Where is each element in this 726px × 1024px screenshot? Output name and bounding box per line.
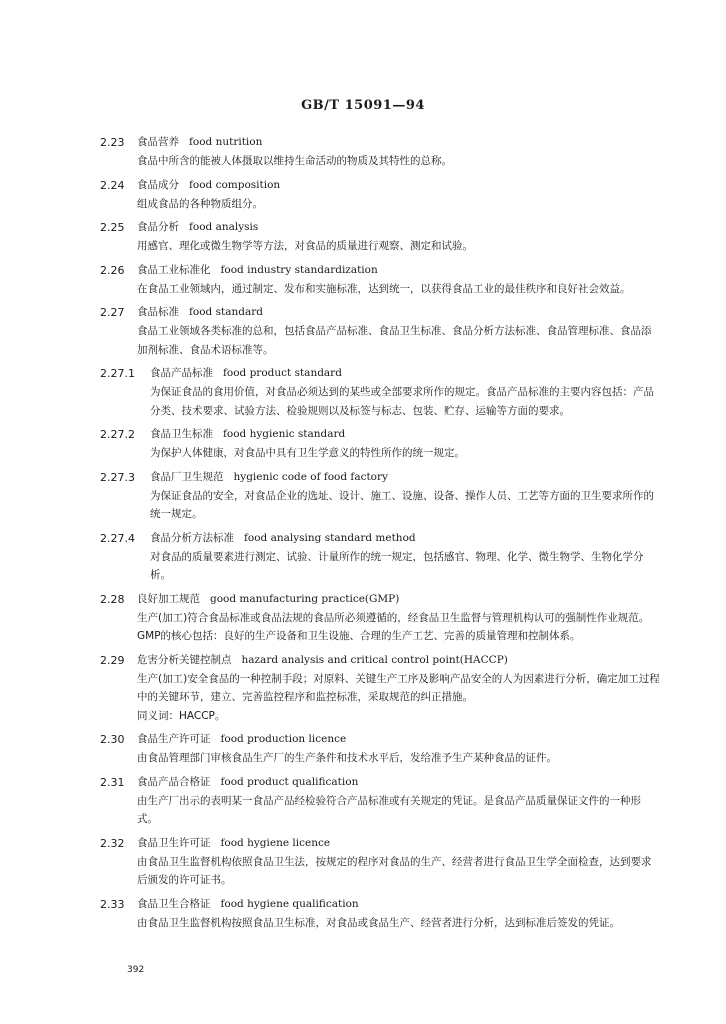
term-definition: 为保护人体健康，对食品中具有卫生学意义的特性所作的统一规定。: [150, 447, 465, 459]
term-zh: 食品工业标准化: [137, 263, 211, 276]
term-zh: 食品产品合格证: [137, 775, 211, 788]
term-en: food standard: [189, 306, 263, 318]
term-entry: [0, 261, 726, 299]
term-number: 2.27: [100, 306, 125, 319]
term-en: food composition: [189, 178, 281, 191]
term-title: [137, 651, 660, 670]
term-definition: 为保证食品的食用价值，对食品必须达到的某些或全部要求所作的规定。食品产品标准的主要内容包括：产品分类、技术要求、试验方法、检验规则以及标签与标志、包装、贮存、运输等方面的要求。: [150, 386, 654, 417]
term-entry: [0, 651, 726, 726]
term-zh: 食品分析: [137, 221, 179, 233]
term-zh: 食品厂卫生规范: [150, 470, 224, 483]
term-title: [137, 261, 660, 280]
term-en: hazard analysis and critical control point(HACCP): [241, 653, 508, 666]
term-entry: [0, 364, 726, 420]
term-definition: 由生产厂出示的表明某一食品产品经检验符合产品标准或有关规定的凭证。是食品产品质量保证文件的一种形式。: [137, 794, 641, 825]
term-definition: 食品中所含的能被人体摄取以维持生命活动的物质及其特性的总称。: [137, 155, 452, 167]
term-title: [137, 895, 660, 914]
term-definition: 由食品卫生监督机构依照食品卫生法，按规定的程序对食品的生产、经营者进行食品卫生学全面检查，达到要求后颁发的许可证书。: [137, 855, 652, 886]
term-number: 2.29: [100, 653, 125, 667]
term-en: food production licence: [220, 733, 347, 745]
term-title: [137, 834, 660, 853]
term-definition: 对食品的质量要素进行测定、试验、计量所作的统一规定，包括感官、物理、化学、微生物学、生物化学分析。: [150, 550, 644, 581]
term-title: [150, 468, 660, 487]
term-zh: 食品生产许可证: [137, 733, 211, 745]
term-number: 2.27.1: [100, 367, 135, 380]
term-zh: 食品卫生合格证: [137, 897, 211, 910]
term-number: 2.31: [100, 775, 125, 789]
term-en: food nutrition: [189, 136, 263, 148]
term-en: food product standard: [223, 367, 342, 379]
term-entry: [0, 895, 726, 933]
term-en: food hygiene qualification: [220, 897, 359, 910]
term-title: [150, 425, 660, 444]
term-entry: [0, 773, 726, 829]
term-title: [150, 364, 660, 383]
term-entry: [0, 529, 726, 585]
term-en: food product qualification: [220, 775, 359, 788]
term-number: 2.27.4: [100, 531, 135, 545]
page-number: 392: [127, 965, 145, 975]
term-entry: [0, 176, 726, 214]
term-en: good manufacturing practice(GMP): [210, 592, 400, 605]
term-title: [137, 773, 660, 792]
term-number: 2.27.2: [100, 428, 135, 441]
term-definition: 生产(加工)符合食品标准或食品法规的食品所必须遵循的，经食品卫生监督与管理机构认可的强制性作业规范。GMP的核心包括：良好的生产设备和卫生设施、合理的生产工艺、完善的质量管理和控制体系。: [137, 611, 650, 642]
term-en: food hygiene licence: [220, 836, 331, 849]
term-entry: [0, 834, 726, 890]
term-en: food analysis: [189, 221, 259, 233]
term-definition: 用感官、理化或微生物学等方法，对食品的质量进行观察、测定和试验。: [137, 240, 473, 252]
term-zh: 食品成分: [137, 178, 179, 191]
term-number: 2.28: [100, 592, 125, 606]
term-number: 2.32: [100, 836, 125, 850]
term-entry: [0, 303, 726, 359]
term-definition: 生产(加工)安全食品的一种控制手段；对原料、关键生产工序及影响产品安全的人为因素进行分析，确定加工过程中的关键环节，建立、完善监控程序和监控标准，采取规范的纠正措施。: [137, 672, 660, 703]
term-entry: [0, 425, 726, 463]
term-entry: [0, 468, 726, 524]
term-zh: 危害分析关键控制点: [137, 653, 232, 666]
term-title: [137, 133, 660, 152]
term-title: [150, 529, 660, 548]
term-number: 2.25: [100, 221, 125, 234]
term-en: food analysing standard method: [244, 531, 416, 544]
term-number: 2.33: [100, 897, 125, 911]
term-definition: 在食品工业领域内，通过制定、发布和实施标准，达到统一，以获得食品工业的最佳秩序和良好社会效益。: [137, 282, 631, 295]
term-en: food hygienic standard: [223, 428, 346, 440]
term-en: food industry standardization: [220, 263, 378, 276]
term-entry: [0, 133, 726, 171]
term-list: [0, 133, 726, 932]
term-title: [137, 590, 660, 609]
term-number: 2.24: [100, 178, 125, 192]
term-definition: 为保证食品的安全，对食品企业的选址、设计、施工、设施、设备、操作人员、工艺等方面的卫生要求所作的统一规定。: [150, 489, 654, 520]
term-zh: 食品分析方法标准: [150, 531, 234, 544]
term-number: 2.26: [100, 263, 125, 277]
term-definition: 由食品卫生监督机构按照食品卫生标准，对食品或食品生产、经营者进行分析，达到标准后签发的凭证。: [137, 916, 620, 929]
term-zh: 食品卫生标准: [150, 428, 213, 440]
term-title: [137, 303, 660, 322]
term-number: 2.27.3: [100, 470, 135, 484]
term-definition: 由食品管理部门审核食品生产厂的生产条件和技术水平后，发给准予生产某种食品的证件。: [137, 752, 557, 764]
term-entry: [0, 730, 726, 768]
page-header: GB/T 15091—94: [301, 98, 425, 113]
term-number: 2.30: [100, 733, 125, 746]
term-definition: 组成食品的各种物质组分。: [137, 197, 263, 210]
term-zh: 食品营养: [137, 136, 179, 148]
term-zh: 良好加工规范: [137, 592, 200, 605]
term-number: 2.23: [100, 136, 125, 149]
term-synonym: 同义词：HACCP。: [137, 709, 226, 722]
term-en: hygienic code of food factory: [233, 470, 388, 483]
term-title: [137, 730, 660, 749]
term-zh: 食品产品标准: [150, 367, 213, 379]
term-title: [137, 218, 660, 237]
term-entry: [0, 590, 726, 646]
term-definition: 食品工业领域各类标准的总和，包括食品产品标准、食品卫生标准、食品分析方法标准、食品管理标准、食品添加剂标准、食品术语标准等。: [137, 325, 652, 356]
term-zh: 食品标准: [137, 306, 179, 318]
term-zh: 食品卫生许可证: [137, 836, 211, 849]
term-entry: [0, 218, 726, 256]
term-title: [137, 176, 660, 195]
